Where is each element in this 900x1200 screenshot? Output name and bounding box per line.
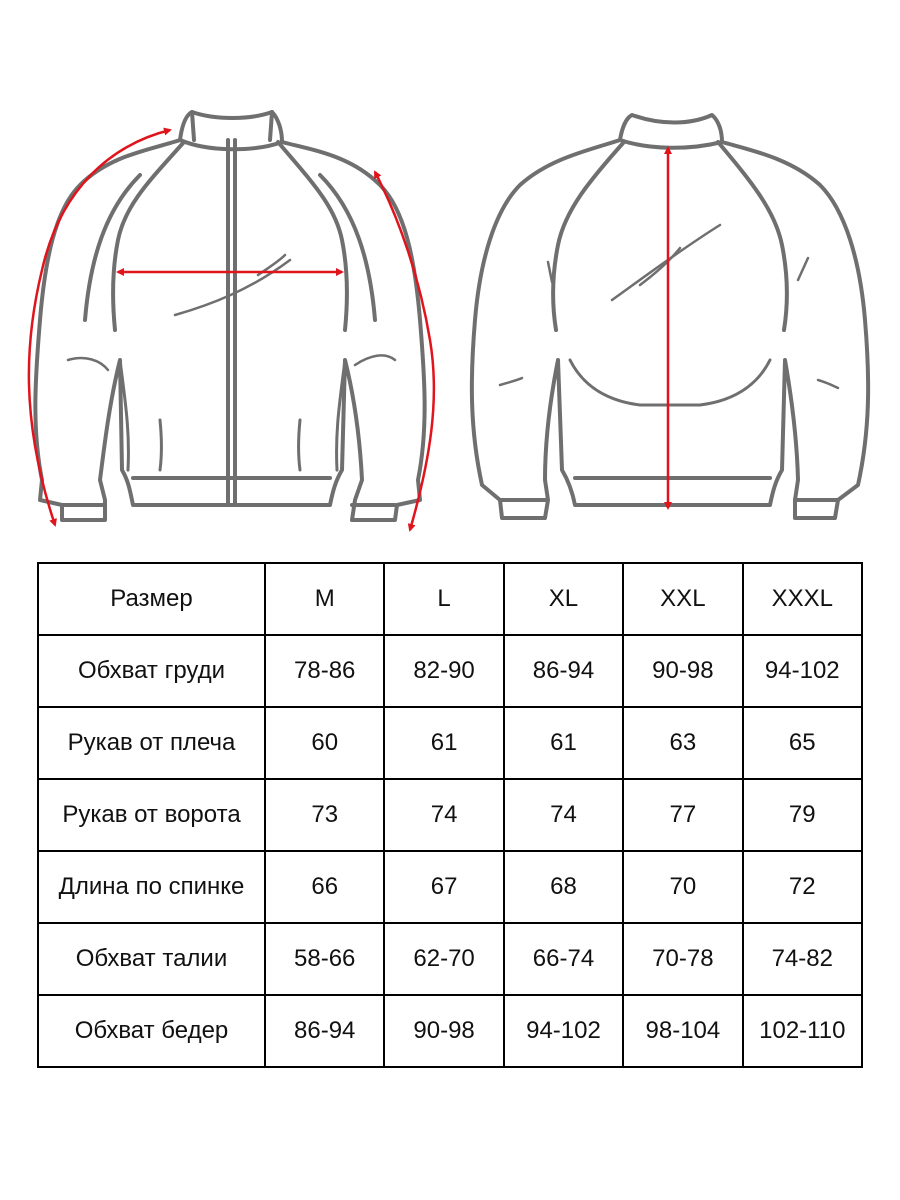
table-cell: 74-82 xyxy=(743,923,862,995)
table-cell: 94-102 xyxy=(743,635,862,707)
table-row xyxy=(38,923,862,995)
size-chart-table xyxy=(37,562,863,1068)
table-row xyxy=(38,851,862,923)
table-cell: 79 xyxy=(743,779,862,851)
row-label: Обхват груди xyxy=(38,635,265,707)
table-cell: 65 xyxy=(743,707,862,779)
row-label: Обхват талии xyxy=(38,923,265,995)
table-cell: 78-86 xyxy=(265,635,384,707)
table-row xyxy=(38,707,862,779)
table-cell: 86-94 xyxy=(265,995,384,1067)
header-cell: Размер xyxy=(38,563,265,635)
table-row xyxy=(38,635,862,707)
table-cell: 77 xyxy=(623,779,742,851)
row-label: Рукав от плеча xyxy=(38,707,265,779)
table-cell: 70 xyxy=(623,851,742,923)
table-cell: 58-66 xyxy=(265,923,384,995)
table-row xyxy=(38,995,862,1067)
header-cell: L xyxy=(384,563,503,635)
table-cell: 61 xyxy=(504,707,623,779)
header-cell: XXL xyxy=(623,563,742,635)
sleeve-from-collar-arrow xyxy=(29,130,170,525)
table-cell: 63 xyxy=(623,707,742,779)
table-cell: 90-98 xyxy=(384,995,503,1067)
table-cell: 66-74 xyxy=(504,923,623,995)
header-cell: M xyxy=(265,563,384,635)
table-cell: 74 xyxy=(384,779,503,851)
table-cell: 61 xyxy=(384,707,503,779)
table-cell: 68 xyxy=(504,851,623,923)
row-label: Длина по спинке xyxy=(38,851,265,923)
table-cell: 86-94 xyxy=(504,635,623,707)
table-cell: 102-110 xyxy=(743,995,862,1067)
front-measurement-arrows xyxy=(29,130,434,530)
table-cell: 74 xyxy=(504,779,623,851)
table-cell: 98-104 xyxy=(623,995,742,1067)
jacket-back-icon xyxy=(472,115,868,518)
table-cell: 82-90 xyxy=(384,635,503,707)
table-header-row xyxy=(38,563,862,635)
header-cell: XL xyxy=(504,563,623,635)
row-label: Обхват бедер xyxy=(38,995,265,1067)
table-cell: 70-78 xyxy=(623,923,742,995)
table-cell: 60 xyxy=(265,707,384,779)
table-cell: 90-98 xyxy=(623,635,742,707)
table-row xyxy=(38,779,862,851)
header-cell: XXXL xyxy=(743,563,862,635)
jacket-illustrations xyxy=(0,0,900,545)
table-cell: 62-70 xyxy=(384,923,503,995)
table-cell: 73 xyxy=(265,779,384,851)
table-cell: 72 xyxy=(743,851,862,923)
table-cell: 66 xyxy=(265,851,384,923)
table-cell: 67 xyxy=(384,851,503,923)
row-label: Рукав от ворота xyxy=(38,779,265,851)
table-cell: 94-102 xyxy=(504,995,623,1067)
